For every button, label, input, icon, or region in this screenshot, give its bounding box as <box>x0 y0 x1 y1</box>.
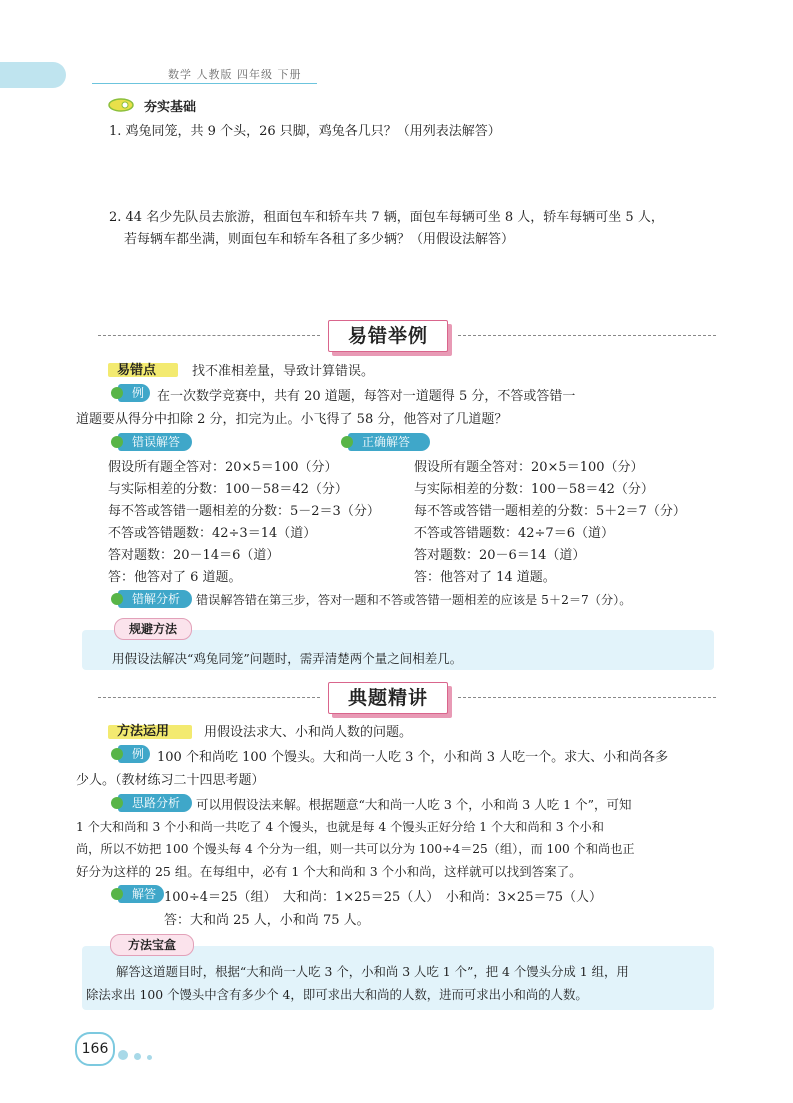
section-bullet-icon <box>108 98 134 112</box>
wrong-line-1: 假设所有题全答对：20×5＝100（分） <box>108 460 338 475</box>
example-line1: 在一次数学竞赛中，共有 20 道题，每答对一道题得 5 分，不答或答错一 <box>157 389 576 404</box>
question-2-line2: 若每辆车都坐满，则面包车和轿车各租了多少辆？（用假设法解答） <box>124 232 515 247</box>
page-dot-3 <box>147 1055 152 1060</box>
idea-tag: 思路分析 <box>118 794 192 812</box>
analysis-text: 错误解答错在第三步，答对一题和不答或答错一题相差的应该是 5＋2＝7（分）。 <box>196 593 632 607</box>
idea-line1: 可以用假设法来解。根据题意“大和尚一人吃 3 个，小和尚 3 人吃 1 个”，可知 <box>196 797 632 812</box>
wrong-line-6: 答：他答对了 6 道题。 <box>108 570 242 585</box>
method-box-line2: 除法求出 100 个馒头中含有多少个 4，即可求出大和尚的人数，进而可求出小和尚的人数。 <box>86 987 588 1002</box>
header-title: 数学 人教版 四年级 下册 <box>168 68 302 81</box>
page-number: 166 <box>75 1032 115 1066</box>
wrong-solution-tag: 错误解答 <box>118 433 192 451</box>
divider-left-2 <box>98 697 320 698</box>
avoid-method-tag: 规避方法 <box>114 618 192 640</box>
right-line-5: 答对题数：20－6＝14（道） <box>414 548 586 563</box>
right-line-6: 答：他答对了 14 道题。 <box>414 570 556 585</box>
wrong-line-5: 答对题数：20－14＝6（道） <box>108 548 280 563</box>
wrong-line-4: 不答或答错题数：42÷3＝14（道） <box>108 526 317 541</box>
right-line-3: 每不答或答错一题相差的分数：5＋2＝7（分） <box>414 504 686 519</box>
method-box-line1: 解答这道题目时，根据“大和尚一人吃 3 个，小和尚 3 人吃 1 个”，把 4 个馒头分成 1 组，用 <box>116 964 629 979</box>
right-line-2: 与实际相差的分数：100－58＝42（分） <box>414 482 654 497</box>
method-text: 用假设法求大、小和尚人数的问题。 <box>204 725 413 740</box>
mistake-point-text: 找不准相差量，导致计算错误。 <box>192 364 375 379</box>
wrong-line-3: 每不答或答错一题相差的分数：5－2＝3（分） <box>108 504 380 519</box>
idea-line4: 好分为这样的 25 组。在每组中，必有 1 个大和尚和 3 个小和尚，这样就可以找到答案了。 <box>76 864 582 879</box>
divider-right <box>458 335 716 336</box>
page-tab-decoration <box>0 62 66 88</box>
method-label: 方法运用 <box>117 724 170 739</box>
divider-right-2 <box>458 697 716 698</box>
banner-classic-problems: 典题精讲 <box>328 682 448 714</box>
page-dot-1 <box>118 1050 128 1060</box>
idea-line2: 1 个大和尚和 3 个小和尚一共吃了 4 个馒头，也就是每 4 个馒头正好分给 1 个大和尚和 3 个小和 <box>76 820 604 834</box>
banner-mistake-examples: 易错举例 <box>328 320 448 352</box>
right-line-4: 不答或答错题数：42÷7＝6（道） <box>414 526 614 541</box>
header-rule <box>92 83 317 84</box>
question-1: 1. 鸡兔同笼，共 9 个头，26 只脚，鸡兔各几只？（用列表法解答） <box>109 124 501 139</box>
question-2-line1: 2. 44 名少先队员去旅游，租面包车和轿车共 7 辆，面包车每辆可坐 8 人，轿车每辆可坐 5 人， <box>109 210 664 225</box>
classic-example-line1: 100 个和尚吃 100 个馒头。大和尚一人吃 3 个，小和尚 3 人吃一个。求大、小和尚各多 <box>157 750 669 765</box>
example-line2: 道题要从得分中扣除 2 分，扣完为止。小飞得了 58 分，他答对了几道题？ <box>76 412 508 427</box>
analysis-tag: 错解分析 <box>118 590 192 608</box>
avoid-method-text: 用假设法解决“鸡兔同笼”问题时，需弄清楚两个量之间相差几。 <box>112 651 463 666</box>
divider-left <box>98 335 320 336</box>
method-box-tag: 方法宝盒 <box>110 934 194 956</box>
answer-line2: 答：大和尚 25 人，小和尚 75 人。 <box>164 913 370 928</box>
classic-example-tag: 例 <box>118 745 150 763</box>
example-tag: 例 <box>118 384 150 402</box>
right-line-1: 假设所有题全答对：20×5＝100（分） <box>414 460 644 475</box>
answer-line1: 100÷4＝25（组） 大和尚：1×25＝25（人） 小和尚：3×25＝75（人） <box>164 890 603 905</box>
idea-line3: 尚，所以不妨把 100 个馒头每 4 个分为一组，则一共可以分为 100÷4＝25（组），而 100 个和尚也正 <box>76 842 635 856</box>
mistake-point-label: 易错点 <box>117 363 157 378</box>
right-solution-tag: 正确解答 <box>348 433 430 451</box>
wrong-line-2: 与实际相差的分数：100－58＝42（分） <box>108 482 348 497</box>
page-dot-2 <box>134 1053 141 1060</box>
section-title-basic: 夯实基础 <box>144 100 197 115</box>
classic-example-line2: 少人。（教材练习二十四思考题） <box>76 773 265 788</box>
answer-tag: 解答 <box>118 885 164 903</box>
